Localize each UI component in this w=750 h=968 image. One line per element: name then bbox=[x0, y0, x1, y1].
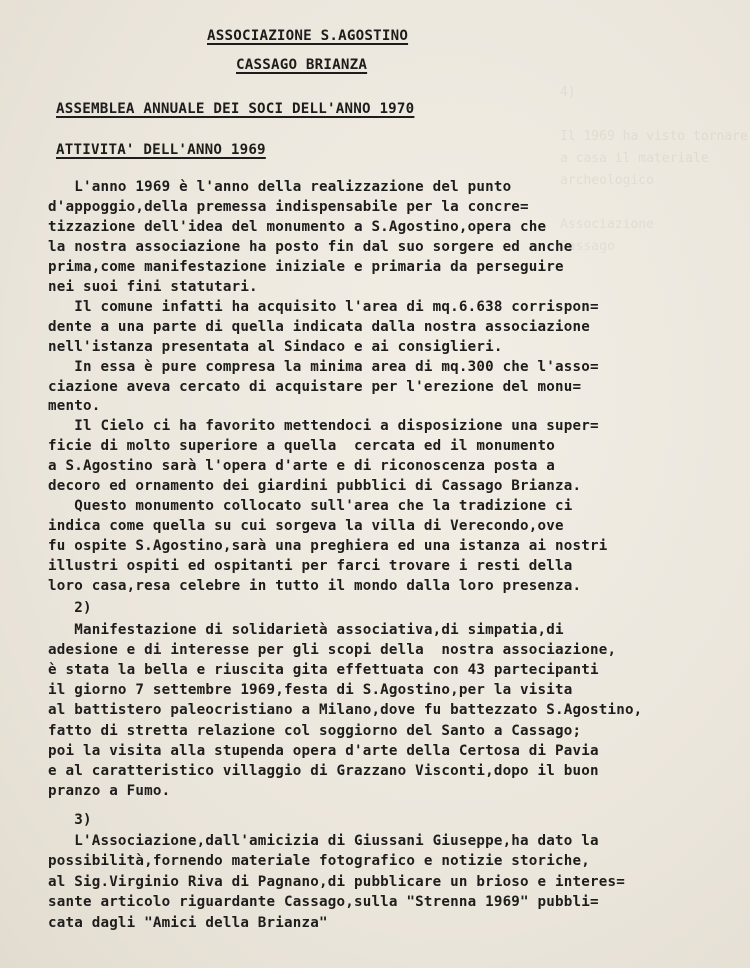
text-line: possibilità,fornendo materiale fotografico e notizie storiche, bbox=[48, 853, 590, 870]
text-line: Questo monumento collocato sull'area che la tradizione ci bbox=[48, 498, 573, 515]
text-line: loro casa,resa celebre in tutto il mondo dalla loro presenza. bbox=[48, 578, 582, 594]
text-line: pranzo a Fumo. bbox=[48, 782, 171, 799]
text-line: indica come quella su cui sorgeva la villa di Verecondo,ove bbox=[48, 518, 564, 535]
text-line: cata dagli "Amici della Brianza" bbox=[48, 914, 328, 931]
bleed-through-texture: 4) Il 1969 ha visto tornare a casa il materiale archeologico Associazione Cassago bbox=[560, 85, 748, 254]
text-line: illustri ospiti ed ospitanti per farci trovare i resti della bbox=[48, 558, 573, 575]
text-line: tizzazione dell'idea del monumento a S.Agostino,opera che bbox=[48, 218, 547, 235]
text-line: prima,come manifestazione iniziale e primaria da perseguire bbox=[48, 258, 564, 275]
text-line: L'anno 1969 è l'anno della realizzazione del punto bbox=[48, 179, 512, 195]
text-line: decoro ed ornamento dei giardini pubblici di Cassago Brianza. bbox=[48, 478, 582, 495]
text-line: poi la visita alla stupenda opera d'arte della Certosa di Pavia bbox=[48, 742, 599, 759]
text-line: al Sig.Virginio Riva di Pagnano,di pubblicare un brioso e interes= bbox=[48, 873, 625, 890]
text-line: fu ospite S.Agostino,sarà una preghiera ed una istanza ai nostri bbox=[48, 538, 608, 555]
text-line: mento. bbox=[48, 398, 101, 415]
text-line: ficie di molto superiore a quella cercata ed il monumento bbox=[48, 438, 556, 455]
section-3-number: 3) bbox=[48, 812, 92, 828]
text-line: adesione e di interesse per gli scopi della nostra associazione, bbox=[48, 642, 617, 659]
header-town: CASSAGO BRIANZA bbox=[236, 57, 368, 73]
text-line: Il comune infatti ha acquisito l'area di mq.6.638 corrispon= bbox=[48, 298, 599, 315]
activity-title: ATTIVITA' DELL'ANNO 1969 bbox=[56, 142, 266, 158]
text-line: e al caratteristico villaggio di Grazzano Visconti,dopo il buon bbox=[48, 762, 599, 779]
header-association-name: ASSOCIAZIONE S.AGOSTINO bbox=[207, 28, 409, 44]
section-2-number: 2) bbox=[48, 600, 92, 616]
text-line: a S.Agostino sarà l'opera d'arte e di riconoscenza posta a bbox=[48, 458, 556, 475]
text-line: al battistero paleocristiano a Milano,dove fu battezzato S.Agostino, bbox=[48, 702, 643, 719]
text-line: L'Associazione,dall'amicizia di Giussani Giuseppe,ha dato la bbox=[48, 833, 599, 849]
text-line: d'appoggio,della premessa indispensabile per la concre= bbox=[48, 198, 529, 215]
text-line: In essa è pure compresa la minima area di mq.300 che l'asso= bbox=[48, 358, 599, 375]
text-line: ciazione aveva cercato di acquistare per l'erezione del monu= bbox=[48, 378, 582, 395]
text-line: la nostra associazione ha posto fin dal suo sorgere ed anche bbox=[48, 238, 573, 255]
text-line: dente a una parte di quella indicata dalla nostra associazione bbox=[48, 318, 590, 335]
text-line: nell'istanza presentata al Sindaco e ai consiglieri. bbox=[48, 338, 503, 355]
text-line: è stata la bella e riuscita gita effettuata con 43 partecipanti bbox=[48, 662, 599, 679]
text-line: Il Cielo ci ha favorito mettendoci a disposizione una super= bbox=[48, 418, 599, 435]
text-line: sante articolo riguardante Cassago,sulla "Strenna 1969" pubbli= bbox=[48, 894, 599, 911]
text-line: nei suoi fini statutari. bbox=[48, 278, 258, 295]
assembly-title: ASSEMBLEA ANNUALE DEI SOCI DELL'ANNO 1970 bbox=[56, 101, 415, 117]
text-line: fatto di stretta relazione col soggiorno del Santo a Cassago; bbox=[48, 722, 582, 739]
text-line: il giorno 7 settembre 1969,festa di S.Agostino,per la visita bbox=[48, 682, 573, 699]
text-line: Manifestazione di solidarietà associativa,di simpatia,di bbox=[48, 622, 564, 638]
